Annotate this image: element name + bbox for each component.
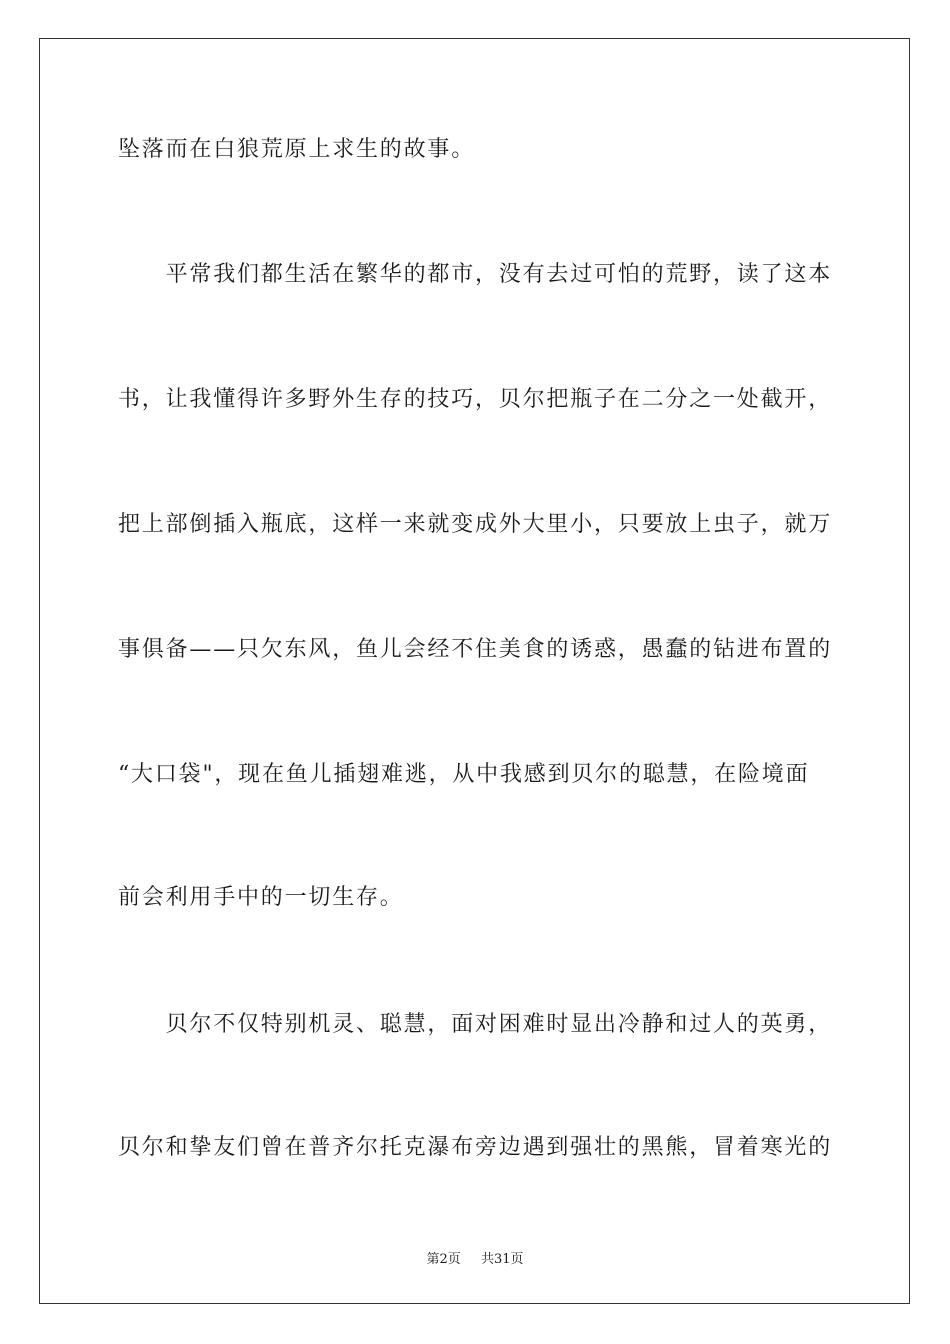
page-number-current: 第2页 — [426, 1252, 461, 1267]
text-line-3: 书，让我懂得许多野外生存的技巧，贝尔把瓶子在二分之一处截开， — [118, 387, 833, 412]
text-line-5: 事俱备——只欠东风，鱼儿会经不住美食的诱惑，愚蠢的钻进布置的 — [118, 637, 833, 662]
text-line-7: 前会利用手中的一切生存。 — [118, 885, 404, 910]
text-line-1: 坠落而在白狼荒原上求生的故事。 — [118, 137, 476, 162]
page-border — [39, 38, 910, 1304]
text-line-9: 贝尔和挚友们曾在普齐尔托克瀑布旁边遇到强壮的黑熊，冒着寒光的 — [118, 1135, 833, 1160]
text-line-4: 把上部倒插入瓶底，这样一来就变成外大里小，只要放上虫子，就万 — [118, 512, 833, 537]
text-line-2: 平常我们都生活在繁华的都市，没有去过可怕的荒野，读了这本 — [118, 262, 833, 287]
text-line-6: “大口袋"，现在鱼儿插翅难逃，从中我感到贝尔的聪慧，在险境面 — [118, 762, 810, 787]
page-number-total: 共31页 — [481, 1252, 524, 1267]
page-footer — [0, 1248, 950, 1267]
text-line-8: 贝尔不仅特别机灵、聪慧，面对困难时显出冷静和过人的英勇， — [118, 1012, 833, 1037]
